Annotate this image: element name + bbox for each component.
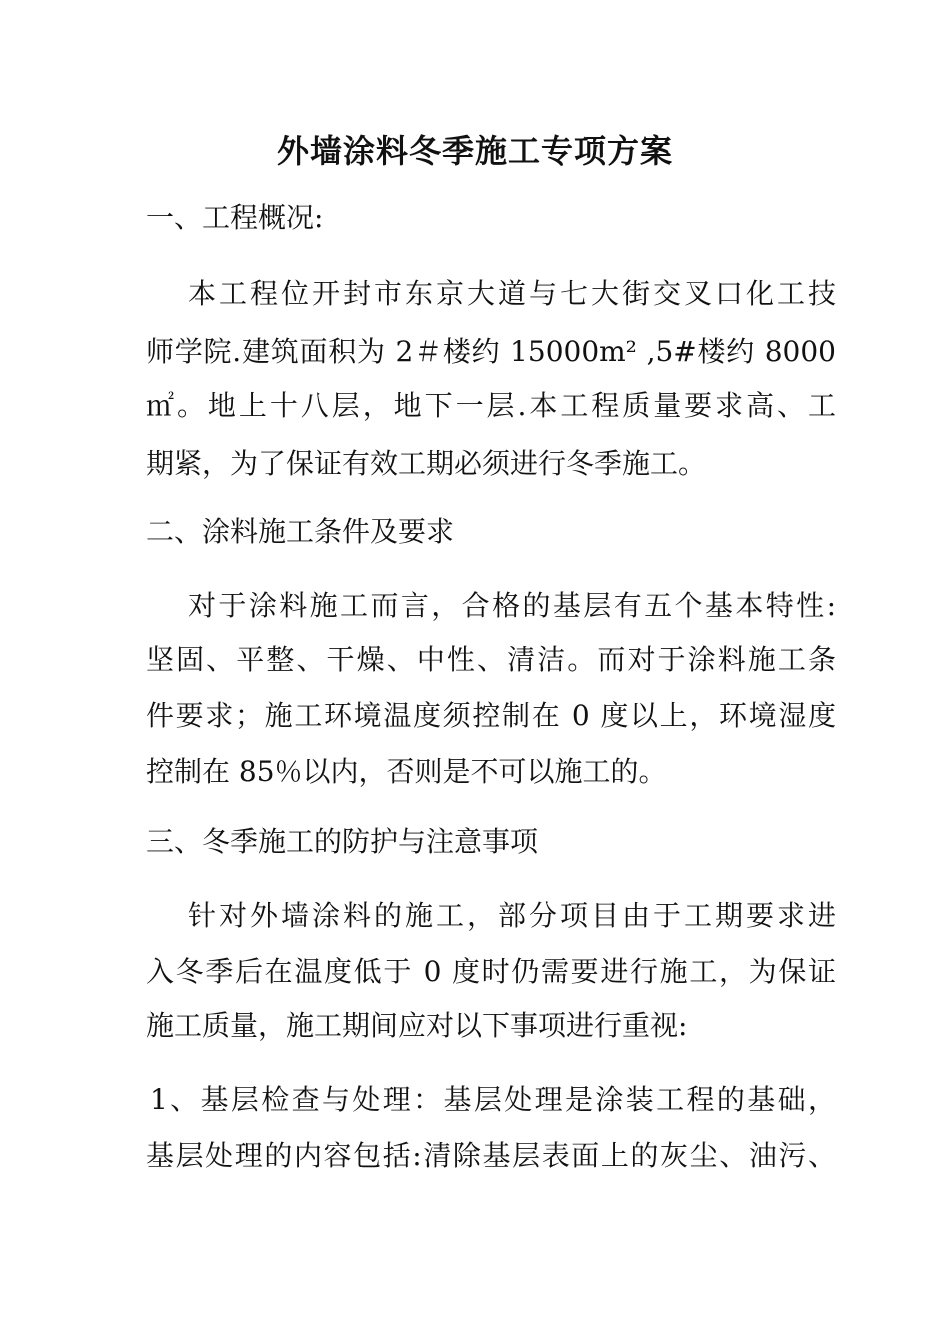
document-title: 外墙涂料冬季施工专项方案 (276, 132, 673, 170)
paragraph-line: 控制在 85％以内，否则是不可以施工的。 (146, 755, 667, 788)
paragraph-line: 针对外墙涂料的施工，部分项目由于工期要求进 (188, 899, 836, 932)
paragraph-line: 师学院.建筑面积为 2＃楼约 15000m² ,5#楼约 8000 (146, 335, 836, 368)
paragraph-line: 对于涂料施工而言，合格的基层有五个基本特性: (188, 589, 836, 622)
paragraph-line: 本工程位开封市东京大道与七大街交叉口化工技 (188, 277, 836, 310)
paragraph-line: 入冬季后在温度低于 0 度时仍需要进行施工，为保证 (146, 955, 836, 988)
paragraph-line: 期紧，为了保证有效工期必须进行冬季施工。 (146, 447, 707, 480)
paragraph-line: 件要求；施工环境温度须控制在 0 度以上，环境湿度 (146, 699, 836, 732)
section-heading-conditions: 二、涂料施工条件及要求 (146, 515, 455, 548)
list-item-line: 1、基层检查与处理：基层处理是涂装工程的基础， (150, 1083, 836, 1116)
list-item-line: 基层处理的内容包括:清除基层表面上的灰尘、油污、 (146, 1139, 836, 1172)
paragraph-line: ㎡。地上十八层，地下一层.本工程质量要求高、工 (146, 389, 836, 422)
paragraph-line: 施工质量，施工期间应对以下事项进行重视: (146, 1009, 688, 1042)
section-heading-winter-protection: 三、冬季施工的防护与注意事项 (146, 825, 539, 858)
section-heading-overview: 一、工程概况: (146, 201, 324, 234)
paragraph-line: 坚固、平整、干燥、中性、清洁。而对于涂料施工条 (146, 643, 836, 676)
